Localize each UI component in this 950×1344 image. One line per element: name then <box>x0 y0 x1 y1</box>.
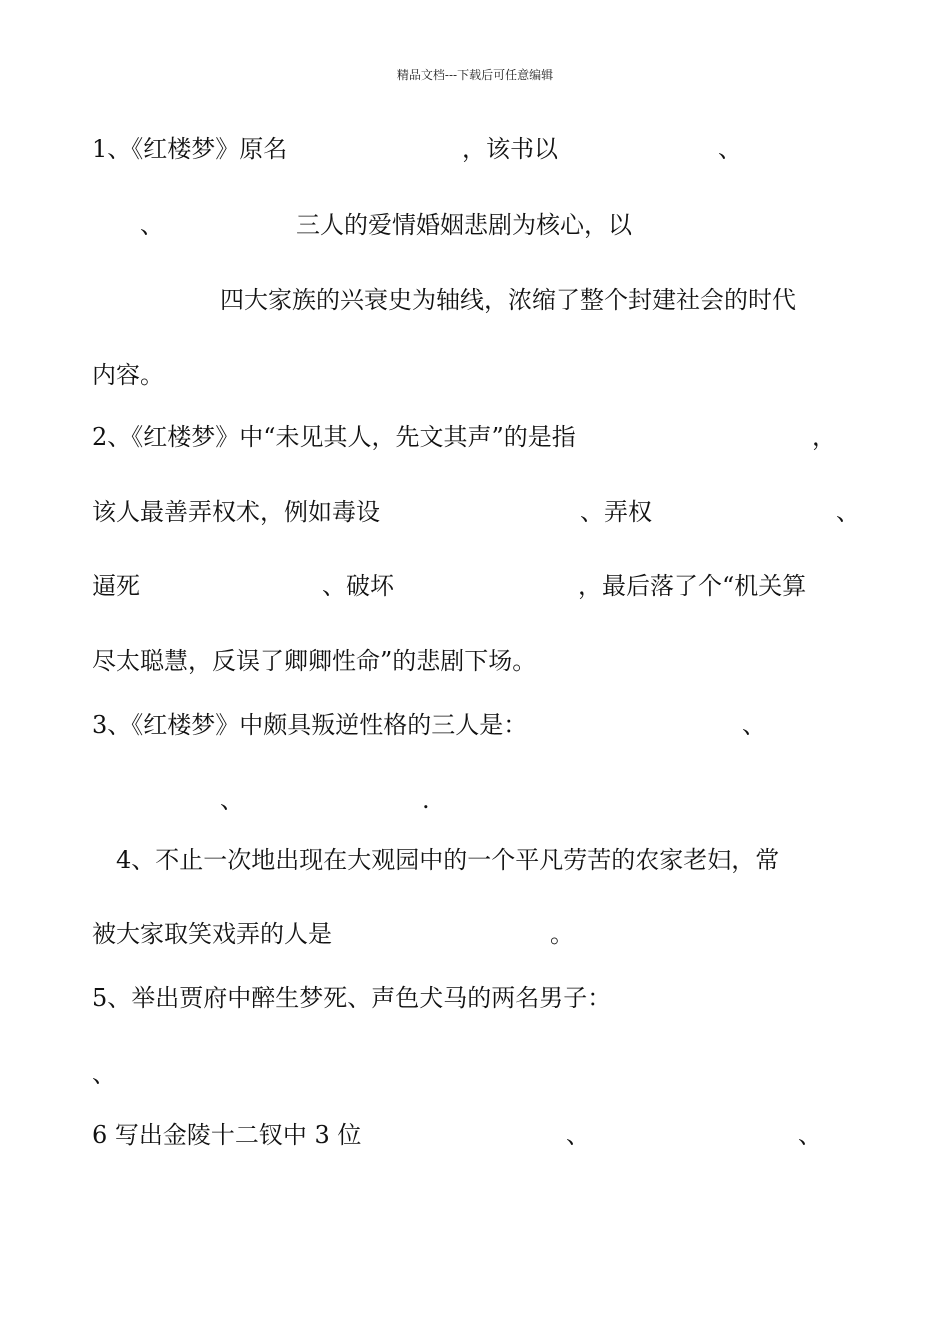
q1-line1-mid: ，该书以 <box>462 135 558 163</box>
q1-line3-text: 四大家族的兴衰史为轴线，浓缩了整个封建社会的时代 <box>220 286 796 314</box>
q3-line2-end: . <box>422 786 430 814</box>
page-header: 精品文档---下载后可任意编辑 <box>396 68 554 82</box>
q1-line1-start: 1、《红楼梦》原名 <box>92 135 288 163</box>
q2-line2-end: 、 <box>836 498 860 526</box>
q2-line1-text: 2、《红楼梦》中“未见其人，先文其声”的是指 <box>92 423 576 451</box>
q4-line1-text: 4、不止一次地出现在大观园中的一个平凡劳苦的农家老妇，常 <box>116 846 780 874</box>
q3-line2-start: 、 <box>220 786 244 814</box>
q2-line2-text: 该人最善弄权术，例如毒设 <box>92 498 380 526</box>
q6-line1-end: 、 <box>798 1121 822 1149</box>
q1-line4-text: 内容。 <box>92 361 164 389</box>
q2-line2-mid: 、弄权 <box>580 498 652 526</box>
q3-line1-end: 、 <box>742 711 766 739</box>
q2-line3-start: 逼死 <box>92 572 140 600</box>
q2-line3-mid: 、破坏 <box>322 572 394 600</box>
q4-line2-end: 。 <box>550 920 574 948</box>
q2-line1-end: ， <box>812 423 836 451</box>
q1-line2-start: 、 <box>140 211 164 239</box>
q4-line2-text: 被大家取笑戏弄的人是 <box>92 920 332 948</box>
q1-line1-end: 、 <box>718 135 742 163</box>
q5-line1-text: 5、举出贾府中醉生梦死、声色犬马的两名男子： <box>92 984 612 1012</box>
q6-line1-mid: 、 <box>566 1121 590 1149</box>
q2-line4-text: 尽太聪慧，反误了卿卿性命”的悲剧下场。 <box>92 647 537 675</box>
q1-line2-text: 三人的爱情婚姻悲剧为核心，以 <box>296 211 632 239</box>
q3-line1-text: 3、《红楼梦》中颇具叛逆性格的三人是： <box>92 711 528 739</box>
q2-line3-end: ，最后落了个“机关算 <box>578 572 807 600</box>
q5-line2-text: 、 <box>92 1060 116 1088</box>
q6-line1-text: 6 写出金陵十二钗中 3 位 <box>92 1121 362 1149</box>
